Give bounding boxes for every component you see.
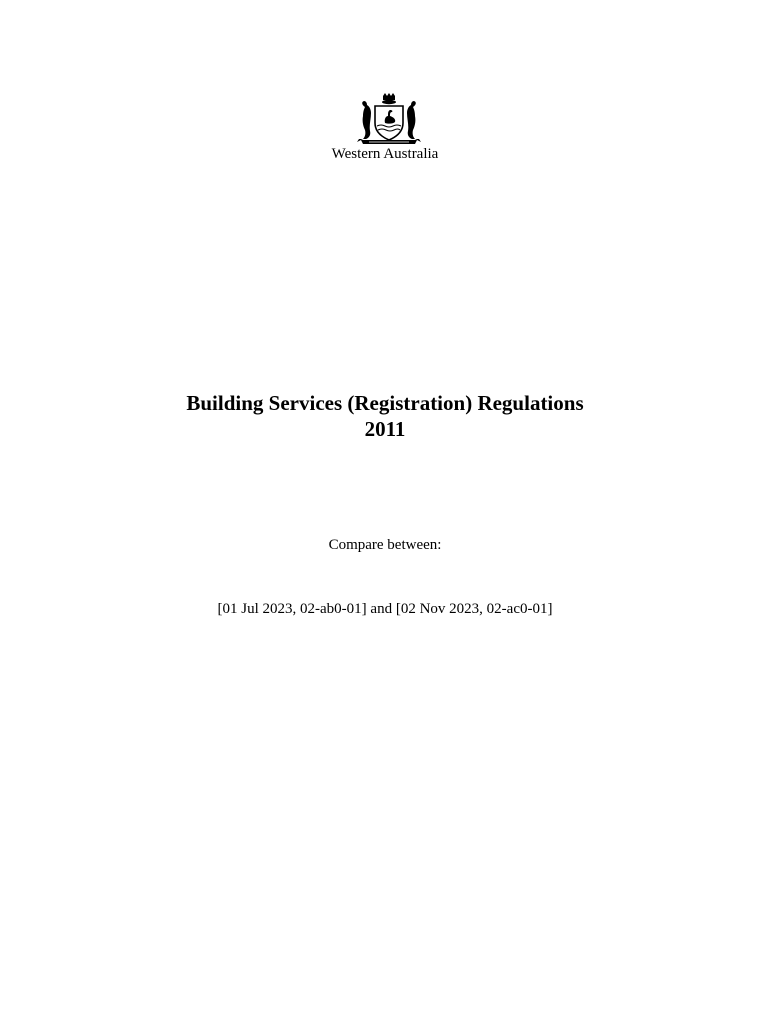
compare-version-range: [01 Jul 2023, 02-ab0-01] and [02 Nov 2023, 02-ac0-01] bbox=[217, 601, 553, 617]
document-title-line-1: Building Services (Registration) Regulations bbox=[186, 391, 584, 415]
coat-of-arms-icon bbox=[355, 93, 423, 145]
compare-label: Compare between: bbox=[328, 537, 442, 553]
document-title bbox=[0, 390, 770, 442]
jurisdiction-label: Western Australia bbox=[331, 146, 439, 162]
document-title-line-2: 2011 bbox=[364, 417, 406, 441]
